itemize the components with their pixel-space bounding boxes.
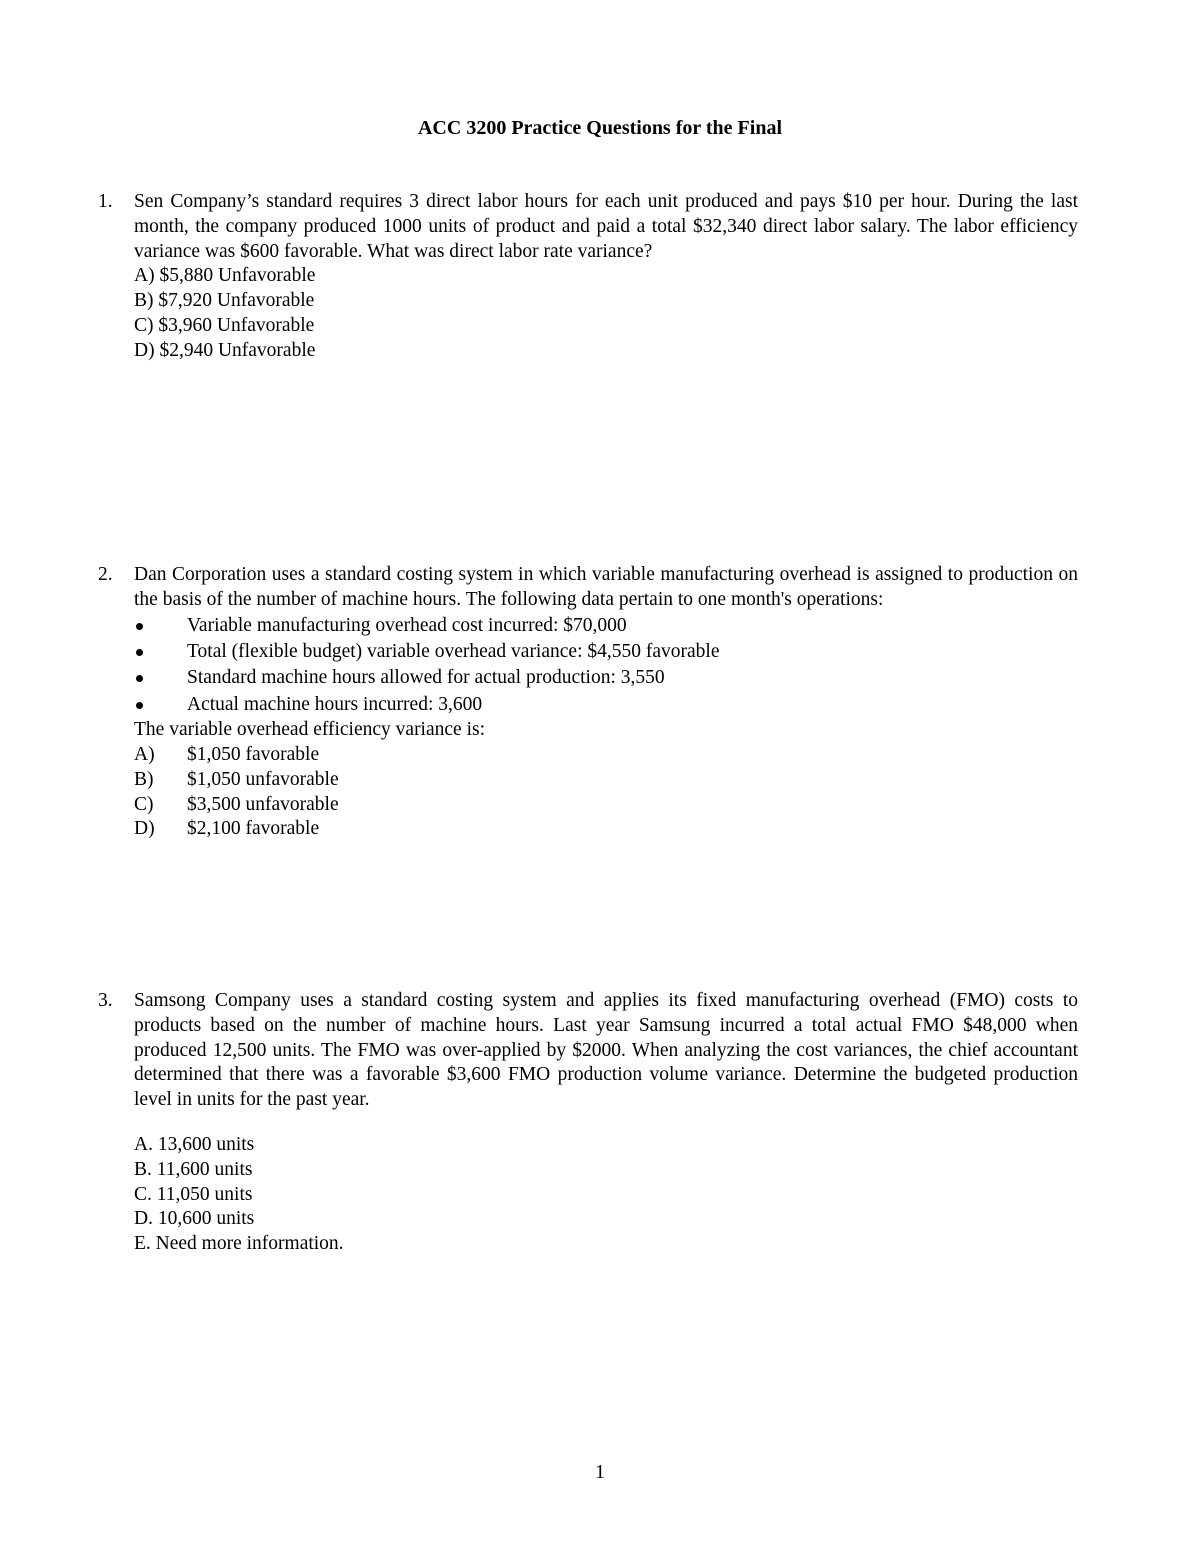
question-text: Samsong Company uses a standard costing system and applies its fixed manufacturing overhead (FMO) costs to products based on the number of machine hours. Last year Samsung incurred a total actual FMO $48,000 when produced 12,500 units. The FMO was over-applied by $2000. When analyzing the cost variances, the chief accountant determined that there was a favorable $3,600 FMO production volume variance. Determine the budgeted production level in units for the past year. xyxy=(134,990,1078,1111)
data-list xyxy=(134,613,1078,719)
answer-option-d: D) $2,940 Unfavorable xyxy=(134,339,316,361)
option-text: $1,050 unfavorable xyxy=(187,768,339,790)
question-3 xyxy=(98,989,1078,1257)
answer-option-b xyxy=(134,768,1078,793)
question-text: Sen Company’s standard requires 3 direct labor hours for each unit produced and pays $10 per hour. During the last month, the company produced 1000 units of product and paid a total $32,340 direct labor salary. The labor efficiency variance was $600 favorable. What was direct labor rate variance? xyxy=(134,191,1078,262)
question-number: 3. xyxy=(98,990,113,1011)
list-item: Variable manufacturing overhead cost incurred: $70,000 xyxy=(134,613,1078,639)
list-item: Actual machine hours incurred: 3,600 xyxy=(134,692,1078,718)
question-prompt: The variable overhead efficiency variance is: xyxy=(134,719,485,741)
answer-option-e: E. Need more information. xyxy=(134,1233,344,1255)
option-letter: A) xyxy=(134,744,155,766)
bullet-icon xyxy=(136,675,143,682)
option-text: $2,100 favorable xyxy=(187,818,320,840)
page-number: 1 xyxy=(595,1461,605,1483)
question-number: 2. xyxy=(98,564,113,585)
option-letter: C) xyxy=(134,793,154,815)
bullet-icon xyxy=(136,649,143,656)
question-1 xyxy=(98,190,1078,364)
answer-option-c: C. 11,050 units xyxy=(134,1183,253,1205)
answer-option-d xyxy=(134,817,1078,842)
answer-option-b: B) $7,920 Unfavorable xyxy=(134,290,315,312)
question-2 xyxy=(98,563,1078,842)
document-title: ACC 3200 Practice Questions for the Final xyxy=(417,117,783,139)
answer-option-d: D. 10,600 units xyxy=(134,1208,255,1230)
answer-option-c xyxy=(134,793,1078,818)
answer-option-a: A) $5,880 Unfavorable xyxy=(134,265,316,287)
answer-option-a: A. 13,600 units xyxy=(134,1133,255,1155)
bullet-icon xyxy=(136,702,143,709)
option-text: $3,500 unfavorable xyxy=(187,793,339,815)
answer-option-b: B. 11,600 units xyxy=(134,1158,253,1180)
option-text: $1,050 favorable xyxy=(187,744,320,766)
option-letter: D) xyxy=(134,818,155,840)
question-number: 1. xyxy=(98,191,113,212)
option-letter: B) xyxy=(134,768,154,790)
answer-option-a xyxy=(134,743,1078,768)
answer-option-c: C) $3,960 Unfavorable xyxy=(134,314,315,336)
list-item: Standard machine hours allowed for actual production: 3,550 xyxy=(134,665,1078,691)
question-text: Dan Corporation uses a standard costing system in which variable manufacturing overhead is assigned to production on the basis of the number of machine hours. The following data pertain to one month's operations: xyxy=(134,564,1078,610)
bullet-icon xyxy=(136,623,143,630)
list-item: Total (flexible budget) variable overhead variance: $4,550 favorable xyxy=(134,639,1078,665)
